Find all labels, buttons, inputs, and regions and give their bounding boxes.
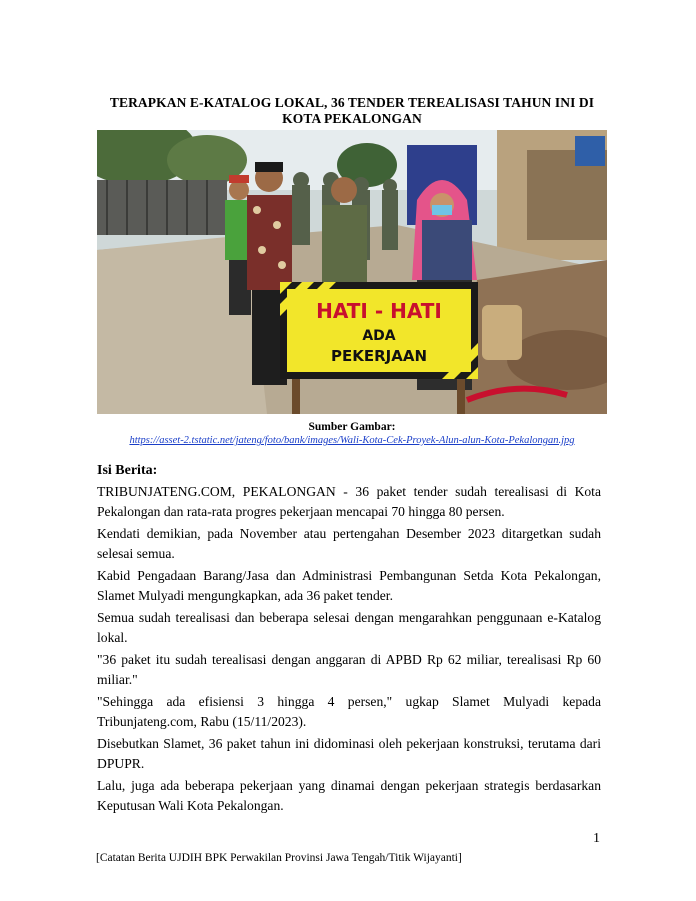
paragraph: TRIBUNJATENG.COM, PEKALONGAN - 36 paket tender sudah terealisasi di Kota Pekalongan dan rata-rata progres pekerjaan mencapai 70 hingga 80 persen. xyxy=(97,484,601,519)
news-photo xyxy=(97,130,607,414)
sign-text-line2: ADA xyxy=(362,328,396,344)
caption-label: Sumber Gambar: xyxy=(308,421,396,433)
paragraph: Kendati demikian, pada November atau pertengahan Desember 2023 ditargetkan sudah selesai semua. xyxy=(97,526,601,561)
paragraph: Semua sudah terealisasi dan beberapa selesai dengan mengarahkan penggunaan e-Katalog lokal. xyxy=(97,610,601,645)
paragraph: Lalu, juga ada beberapa pekerjaan yang dinamai dengan pekerjaan strategis berdasarkan Keputusan Wali Kota Pekalongan. xyxy=(97,778,601,813)
section-label: Isi Berita: xyxy=(97,463,158,478)
paragraph: Kabid Pengadaan Barang/Jasa dan Administrasi Pembangunan Setda Kota Pekalongan, Slamet Mulyadi mengungkapkan, ada 36 paket tender. xyxy=(97,568,601,603)
paragraph: "Sehingga ada efisiensi 3 hingga 4 persen," ugkap Slamet Mulyadi kepada Tribunjateng.com, Rabu (15/11/2023). xyxy=(97,694,601,729)
paragraph: "36 paket itu sudah terealisasi dengan anggaran di APBD Rp 62 miliar, terealisasi Rp 60 miliar." xyxy=(97,652,601,687)
article-title: TERAPKAN E-KATALOG LOKAL, 36 TENDER TEREALISASI TAHUN INI DI KOTA PEKALONGAN xyxy=(109,95,595,126)
caption-source-link[interactable]: https://asset-2.tstatic.net/jateng/foto/bank/images/Wali-Kota-Cek-Proyek-Alun-alun-Kota-Pekalongan.jpg xyxy=(129,435,575,446)
sign-text-line1: HATI - HATI xyxy=(316,299,442,323)
image-caption xyxy=(96,421,608,447)
page-number: 1 xyxy=(593,831,600,846)
paragraph: Disebutkan Slamet, 36 paket tahun ini didominasi oleh pekerjaan konstruksi, terutama dari DPUPR. xyxy=(97,736,601,771)
page-footer: [Catatan Berita UJDIH BPK Perwakilan Provinsi Jawa Tengah/Titik Wijayanti] xyxy=(96,852,462,864)
article-body xyxy=(97,461,601,818)
sign-text-line3: PEKERJAAN xyxy=(330,347,428,365)
news-photo-illustration xyxy=(97,130,607,414)
